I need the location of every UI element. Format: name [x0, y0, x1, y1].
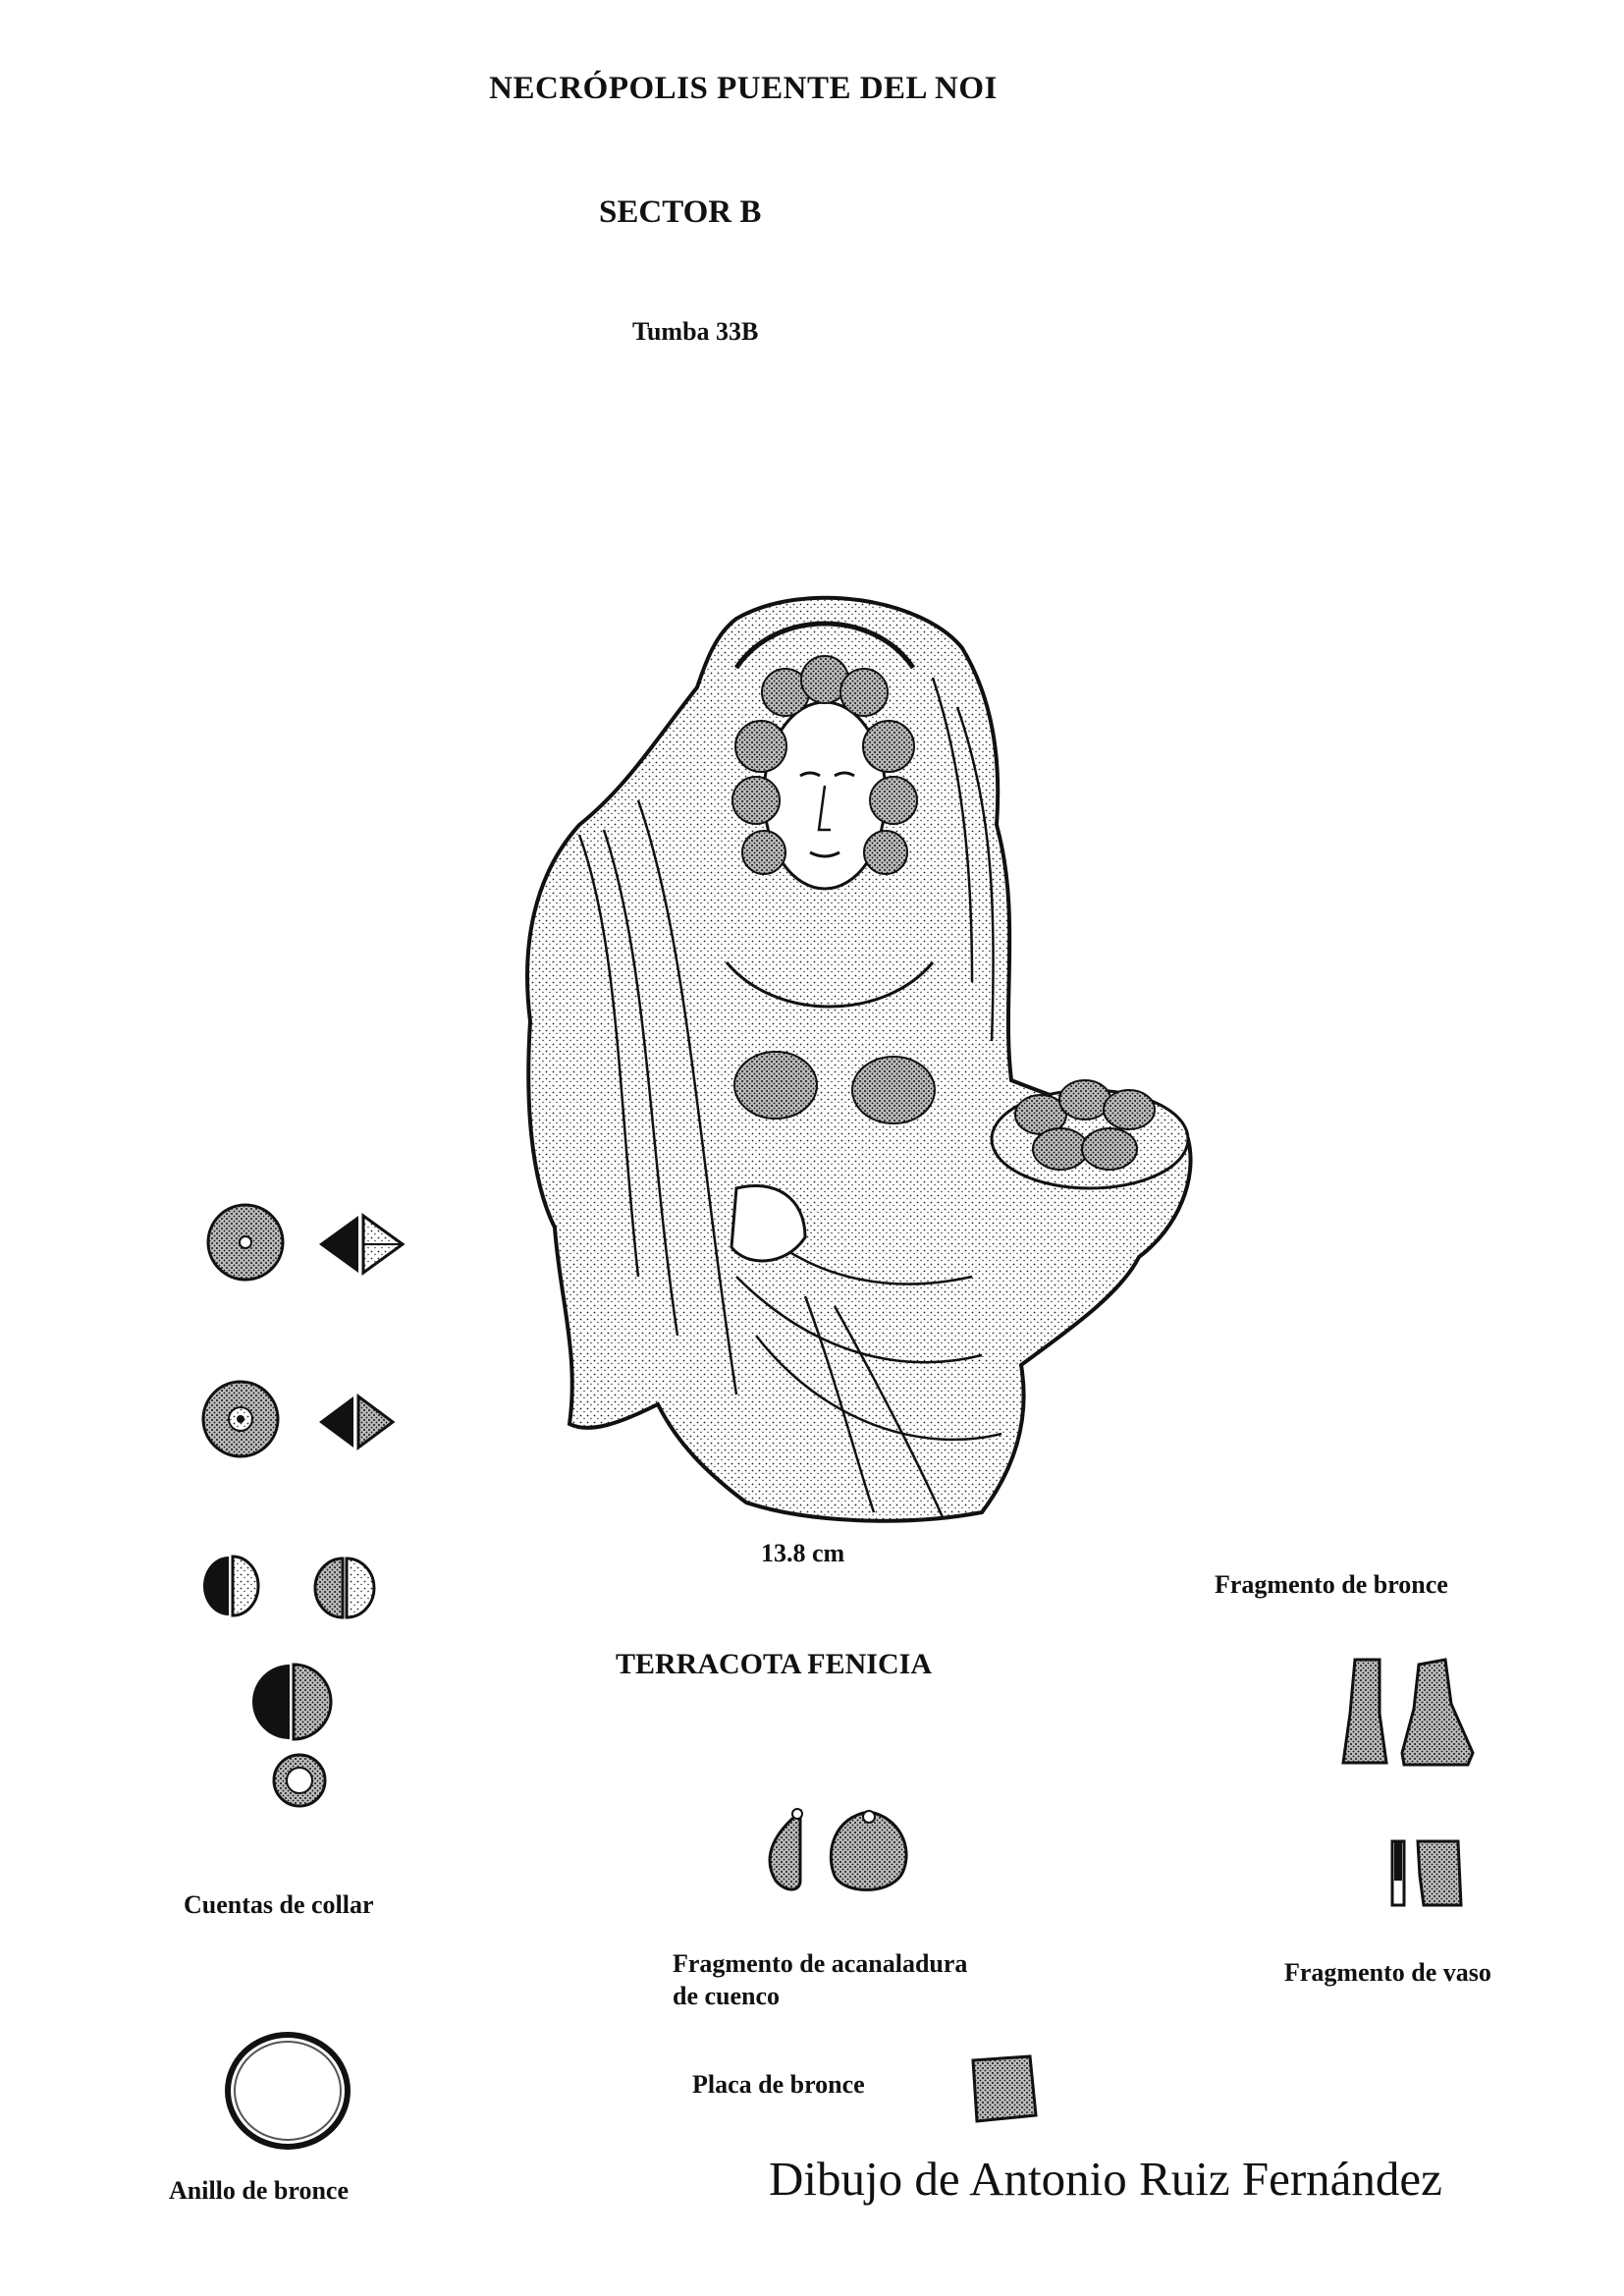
beads-label: Cuentas de collar [184, 1890, 374, 1919]
tomb-label: Tumba 33B [632, 317, 759, 346]
figurine-caption: TERRACOTA FENICIA [616, 1648, 932, 1680]
groove-label [673, 1947, 967, 2012]
plaque-label: Placa de bronce [692, 2070, 865, 2099]
sector-heading: SECTOR B [599, 194, 762, 230]
page-title: NECRÓPOLIS PUENTE DEL NOI [489, 71, 998, 106]
vase-fragment-label: Fragmento de vaso [1284, 1958, 1491, 1987]
bronze-plaque-drawing [967, 2052, 1041, 2126]
drawing-credit: Dibujo de Antonio Ruiz Fernández [769, 2152, 1442, 2206]
necklace-beads-drawing [191, 1188, 427, 1817]
ring-label: Anillo de bronce [169, 2176, 349, 2205]
figurine-measurement: 13.8 cm [761, 1539, 845, 1567]
groove-label-line1: Fragmento de acanaladura [673, 1949, 968, 1978]
bronze-fragment-label: Fragmento de bronce [1215, 1570, 1448, 1599]
terracotta-figurine-drawing [511, 589, 1198, 1532]
bowl-groove-fragment-drawing [756, 1802, 913, 1900]
vase-fragment-drawing [1384, 1836, 1473, 1915]
bronze-fragment-drawing [1335, 1655, 1483, 1773]
groove-label-line2: de cuenco [673, 1982, 781, 2010]
bronze-ring-drawing [221, 2028, 358, 2156]
